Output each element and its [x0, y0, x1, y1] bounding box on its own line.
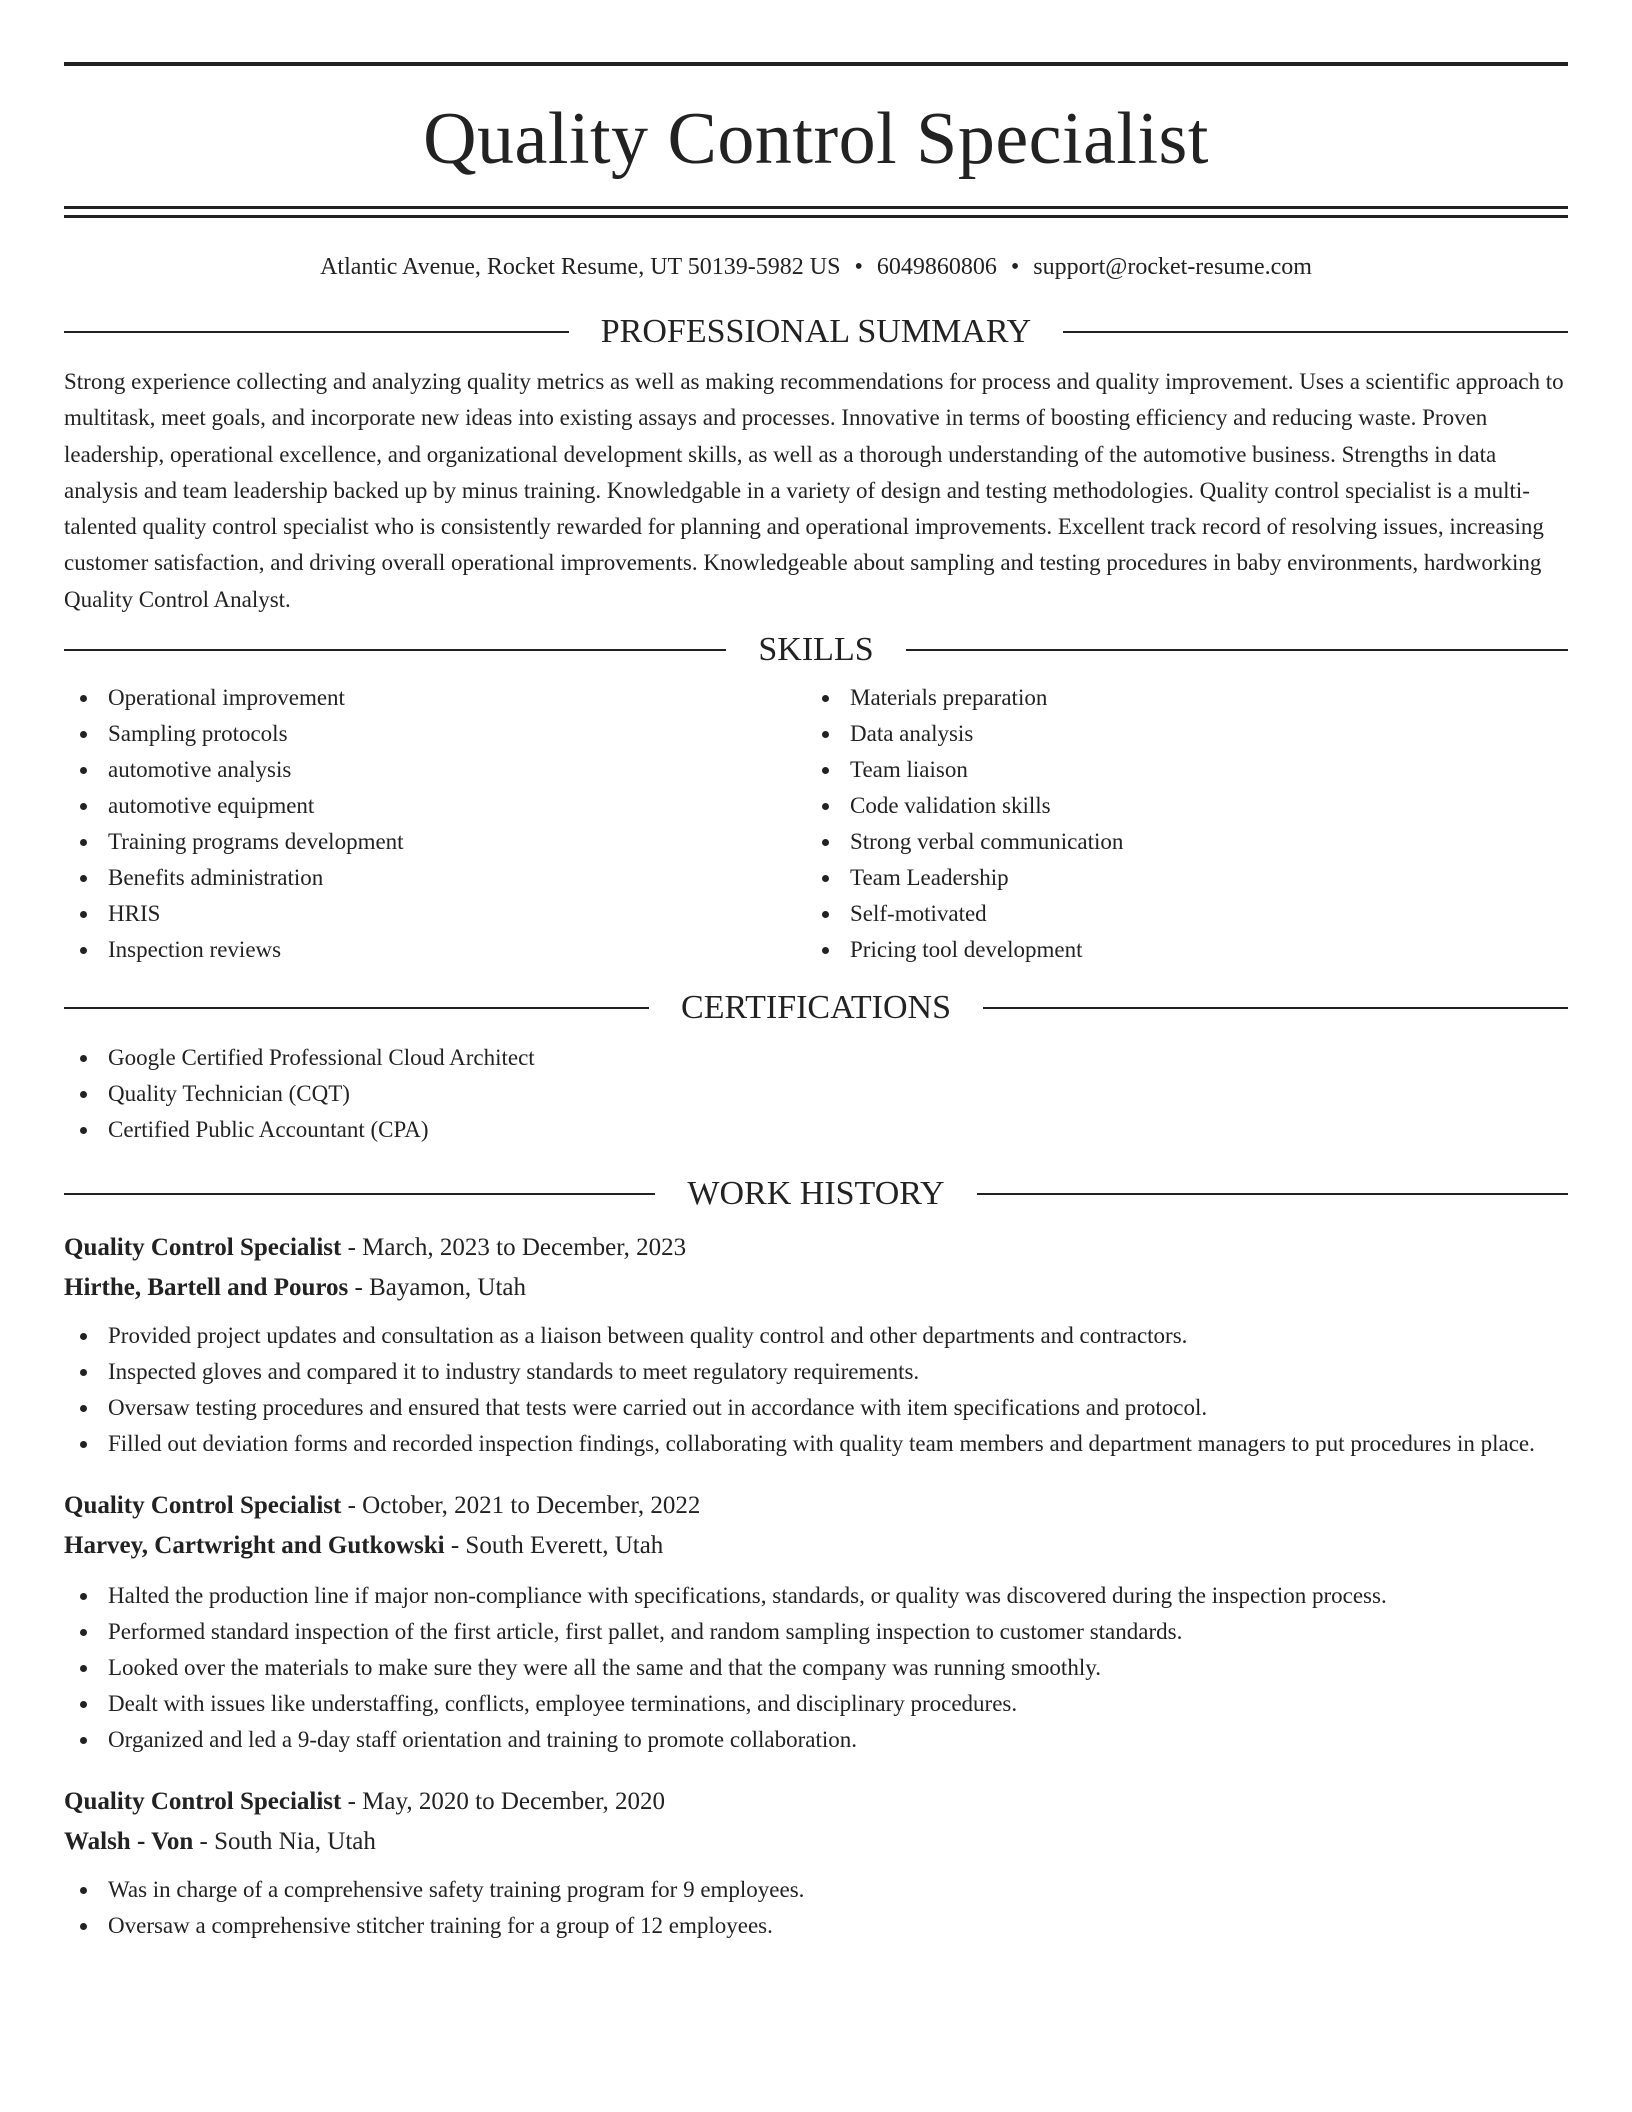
- contact-email: support@rocket-resume.com: [1033, 254, 1312, 280]
- skills-heading-title: SKILLS: [758, 631, 874, 669]
- skills-list-right: [806, 680, 1548, 968]
- contact-address: Atlantic Avenue, Rocket Resume, UT 50139-5982 US: [320, 254, 841, 280]
- certification-item: Certified Public Accountant (CPA): [64, 1112, 1568, 1148]
- skill-item: Inspection reviews: [64, 932, 806, 968]
- skill-item: Operational improvement: [64, 680, 806, 716]
- job-company: Hirthe, Bartell and Pouros: [64, 1274, 349, 1302]
- job-bullet: Organized and led a 9-day staff orientation and training to promote collaboration.: [64, 1722, 1568, 1758]
- job-bullet: Oversaw a comprehensive stitcher training for a group of 12 employees.: [64, 1908, 1568, 1944]
- job-company-line: [64, 1268, 1568, 1308]
- heading-rule-right: [906, 649, 1568, 651]
- skill-item: automotive analysis: [64, 752, 806, 788]
- skill-item: Pricing tool development: [806, 932, 1548, 968]
- job-bullet: Filled out deviation forms and recorded inspection findings, collaborating with quality team members and department managers to put procedures in place.: [64, 1426, 1568, 1462]
- heading-rule-left: [64, 331, 569, 333]
- heading-rule-left: [64, 649, 726, 651]
- contact-phone: 6049860806: [876, 254, 997, 280]
- skills-heading: [64, 630, 1568, 670]
- job-bullets: [64, 1872, 1568, 1944]
- job-bullet: Was in charge of a comprehensive safety training program for 9 employees.: [64, 1872, 1568, 1908]
- skill-item: Materials preparation: [806, 680, 1548, 716]
- certification-item: Google Certified Professional Cloud Architect: [64, 1040, 1568, 1076]
- job-title: Quality Control Specialist: [64, 1492, 342, 1520]
- job-title-line: [64, 1228, 1568, 1268]
- skill-item: Training programs development: [64, 824, 806, 860]
- job-entry: [64, 1782, 1568, 1944]
- job-bullet: Performed standard inspection of the first article, first pallet, and random sampling inspection to customer standards.: [64, 1614, 1568, 1650]
- job-company-line: [64, 1526, 1568, 1566]
- contact-separator: •: [1010, 254, 1020, 280]
- skill-item: Team Leadership: [806, 860, 1548, 896]
- job-entry: [64, 1486, 1568, 1758]
- job-bullet: Dealt with issues like understaffing, conflicts, employee terminations, and disciplinary procedures.: [64, 1686, 1568, 1722]
- certifications-heading: [64, 988, 1568, 1028]
- job-location: - South Nia, Utah: [193, 1828, 376, 1856]
- job-title-line: [64, 1782, 1568, 1822]
- job-title: Quality Control Specialist: [64, 1234, 342, 1262]
- heading-rule-left: [64, 1007, 649, 1009]
- job-title: Quality Control Specialist: [64, 1788, 342, 1816]
- resume-name: Quality Control Specialist: [423, 98, 1209, 180]
- skill-item: Strong verbal communication: [806, 824, 1548, 860]
- job-location: - South Everett, Utah: [444, 1532, 664, 1560]
- skill-item: Code validation skills: [806, 788, 1548, 824]
- job-bullet: Halted the production line if major non-compliance with specifications, standards, or quality was discovered during the inspection process.: [64, 1578, 1568, 1614]
- heading-rule-left: [64, 1193, 655, 1195]
- work-history-heading: [64, 1174, 1568, 1214]
- job-company: Harvey, Cartwright and Gutkowski: [64, 1532, 445, 1560]
- summary-heading-title: PROFESSIONAL SUMMARY: [600, 313, 1032, 350]
- certifications-heading-title: CERTIFICATIONS: [681, 989, 951, 1027]
- skill-item: Self-motivated: [806, 896, 1548, 932]
- job-company-line: [64, 1822, 1568, 1862]
- job-bullets: [64, 1578, 1568, 1758]
- job-bullet: Looked over the materials to make sure they were all the same and that the company was running smoothly.: [64, 1650, 1568, 1686]
- job-entry: [64, 1228, 1568, 1462]
- skills-columns: [64, 680, 1568, 968]
- job-company: Walsh - Von: [64, 1828, 194, 1856]
- work-history-heading-title: WORK HISTORY: [687, 1175, 945, 1213]
- job-bullet: Inspected gloves and compared it to industry standards to meet regulatory requirements.: [64, 1354, 1568, 1390]
- job-dates: - October, 2021 to December, 2022: [341, 1492, 701, 1520]
- heading-rule-right: [983, 1007, 1568, 1009]
- heading-rule-right: [977, 1193, 1568, 1195]
- skills-list-left: [64, 680, 806, 968]
- skill-item: Benefits administration: [64, 860, 806, 896]
- job-dates: - March, 2023 to December, 2023: [341, 1234, 687, 1262]
- job-bullets: [64, 1318, 1568, 1462]
- job-dates: - May, 2020 to December, 2020: [341, 1788, 666, 1816]
- certifications-list: [64, 1040, 1568, 1148]
- skill-item: automotive equipment: [64, 788, 806, 824]
- header-double-rule: [64, 206, 1568, 218]
- job-bullet: Provided project updates and consultation as a liaison between quality control and other departments and contractors.: [64, 1318, 1568, 1354]
- contact-separator: •: [854, 254, 863, 280]
- header-top-rule: [64, 62, 1568, 66]
- certification-item: Quality Technician (CQT): [64, 1076, 1568, 1112]
- heading-rule-right: [1063, 331, 1568, 333]
- skill-item: Data analysis: [806, 716, 1548, 752]
- job-bullet: Oversaw testing procedures and ensured that tests were carried out in accordance with item specifications and protocol.: [64, 1390, 1568, 1426]
- job-title-line: [64, 1486, 1568, 1526]
- summary-text: Strong experience collecting and analyzing quality metrics as well as making recommendations for process and quality improvement. Uses a scientific approach to multitask, meet goals, and incorporate new ideas into existing assays and processes. Innovative in terms of boosting efficiency and reducing waste. Proven leadership, operational excellence, and organizational development skills, as well as a thorough understanding of the automotive business. Strengths in data analysis and team leadership backed up by minus training. Knowledgable in a variety of design and testing methodologies. Quality control specialist is a multi-talented quality control specialist who is consistently rewarded for planning and operational improvements. Excellent track record of resolving issues, increasing customer satisfaction, and driving overall operational improvements. Knowledgeable about sampling and testing procedures in baby environments, hardworking Quality Control Analyst.: [64, 369, 1564, 612]
- skill-item: Sampling protocols: [64, 716, 806, 752]
- skill-item: HRIS: [64, 896, 806, 932]
- skill-item: Team liaison: [806, 752, 1548, 788]
- job-location: - Bayamon, Utah: [348, 1274, 526, 1302]
- contact-line: [64, 252, 1568, 282]
- summary-heading: [64, 312, 1568, 352]
